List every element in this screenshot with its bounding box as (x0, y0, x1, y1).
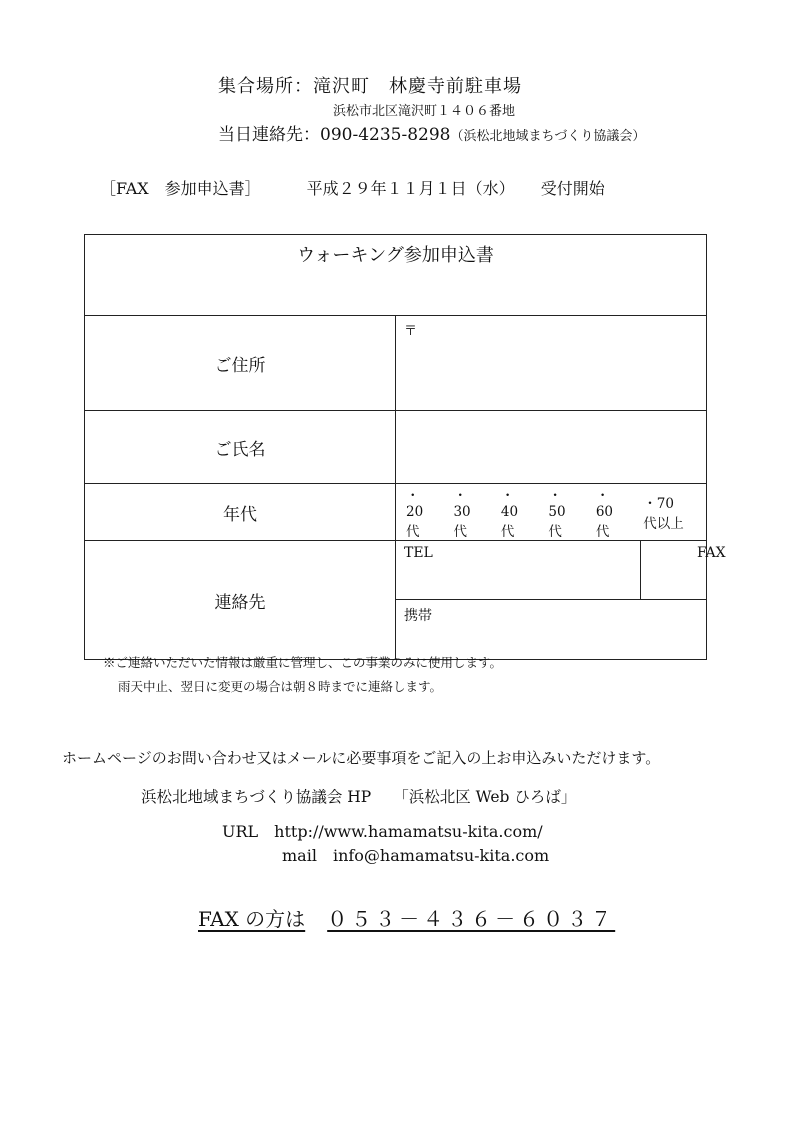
mail-label: mail (282, 846, 317, 865)
fax-label: FAX (697, 545, 726, 561)
fax-field[interactable] (641, 541, 726, 600)
contact-label: 当日連絡先： (218, 125, 320, 145)
mail-link[interactable]: info@hamamatsu-kita.com (332, 846, 550, 865)
postal-mark: 〒 (404, 324, 418, 339)
fax-heading-start: 受付開始 (540, 179, 605, 198)
fax-heading-date: 平成２９年１１月１日（水） (306, 179, 515, 198)
name-field[interactable] (396, 411, 707, 484)
fax-number: ０５３－４３６－６０３７ (327, 907, 616, 931)
age-option-20s[interactable]: ・20 代 (406, 488, 424, 540)
fax-heading-label: ［FAX 参加申込書］ (100, 179, 261, 198)
privacy-note: ※ご連絡いただいた情報は厳重に管理し、この事業のみに使用します。 (103, 655, 503, 670)
address-field[interactable] (396, 316, 707, 411)
tel-label: TEL (404, 545, 433, 561)
fax-number-line (198, 903, 615, 932)
homepage-org-line (141, 785, 576, 807)
mail-line (282, 846, 549, 865)
tel-field[interactable] (396, 541, 641, 600)
application-form (84, 234, 726, 660)
homepage-info: ホームページのお問い合わせ又はメールに必要事項をご記入の上お申込みいただけます。 (62, 749, 661, 767)
weather-note: 雨天中止、翌日に変更の場合は朝８時までに連絡します。 (118, 679, 443, 694)
name-label: ご氏名 (85, 411, 396, 484)
homepage-org: 浜松北地域まちづくり協議会 HP (141, 788, 372, 806)
venue-name: 滝沢町 林慶寺前駐車場 (313, 76, 522, 97)
age-option-40s[interactable]: ・40 代 (500, 488, 519, 540)
url-link[interactable]: http://www.hamamatsu-kita.com/ (274, 822, 543, 841)
url-label: URL (222, 822, 259, 841)
age-label: 年代 (85, 484, 396, 541)
contact-section-label: 連絡先 (85, 541, 396, 660)
age-options (396, 484, 707, 541)
url-line (222, 822, 543, 841)
contact-org: （浜松北地域まちづくり協議会） (450, 129, 646, 144)
form-title: ウォーキング参加申込書 (85, 235, 707, 316)
age-option-60s[interactable]: ・60 代 (595, 488, 613, 540)
venue-label: 集合場所： (218, 76, 313, 97)
homepage-site-name: 「浜松北区 Web ひろば」 (393, 788, 577, 806)
address-label: ご住所 (85, 316, 396, 411)
contact-fields (396, 541, 726, 660)
venue-address: 浜松市北区滝沢町１４０６番地 (333, 104, 516, 119)
age-option-30s[interactable]: ・30 代 (453, 488, 471, 540)
fax-heading (100, 176, 605, 199)
age-option-50s[interactable]: ・50 代 (548, 488, 566, 540)
fax-number-label: FAX の方は (198, 907, 306, 931)
venue-line (218, 72, 522, 98)
mobile-label: 携帯 (404, 608, 432, 624)
age-option-70s-plus[interactable]: ・70 代以上 (643, 496, 684, 532)
contact-phone: 090-4235-8298 (320, 125, 451, 145)
contact-line (218, 120, 645, 145)
